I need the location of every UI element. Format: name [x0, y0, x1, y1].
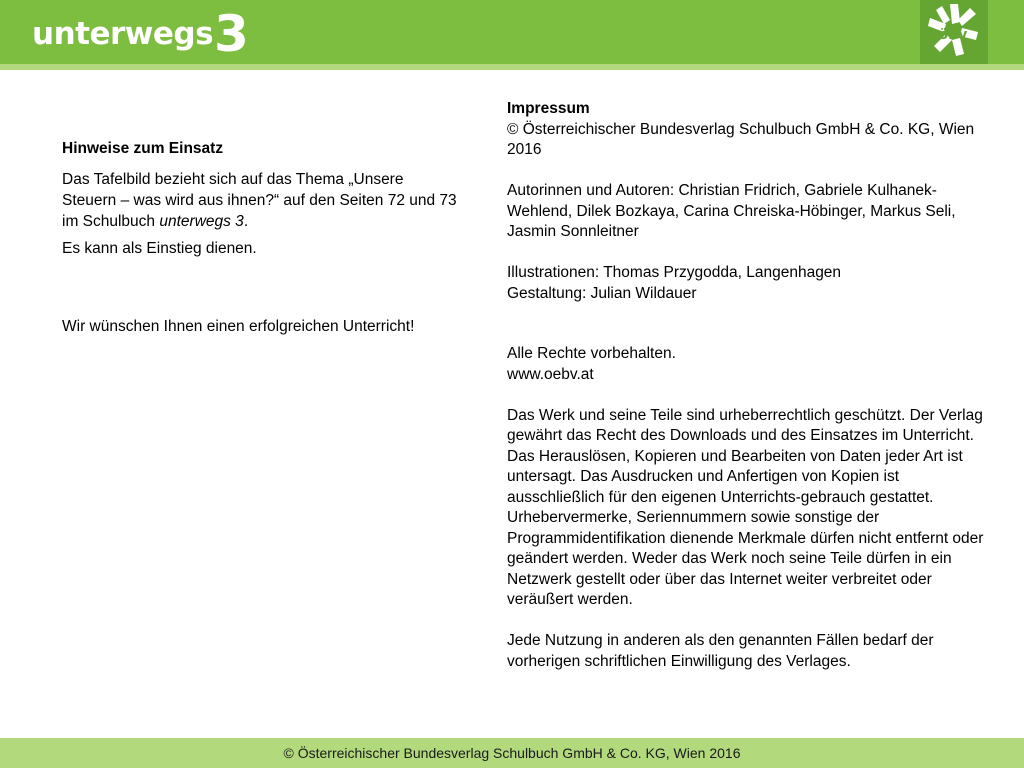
imprint-design: Gestaltung: Julian Wildauer [507, 284, 697, 302]
closing-wish: Wir wünschen Ihnen einen erfolgreichen Unterricht! [62, 318, 415, 335]
header-bar [0, 0, 1024, 64]
header-stripe [0, 64, 1024, 70]
imprint [507, 99, 997, 672]
usage-heading: Hinweise zum Einsatz [62, 140, 224, 157]
usage-paragraph-intro: Es kann als Einstieg dienen. [62, 240, 257, 257]
imprint-illustrations: Illustrationen: Thomas Przygodda, Langenhagen [507, 264, 842, 281]
topic-text: Das Tafelbild bezieht sich auf das Thema „Unsere Steuern – was wird aus ihnen?“ auf den Seiten 72 und 73 im Schulbuch [62, 171, 457, 230]
brand-title: unterwegs [32, 16, 214, 52]
footer-copyright: © Österreichischer Bundesverlag Schulbuch GmbH & Co. KG, Wien 2016 [283, 745, 741, 761]
usage-notes [62, 138, 462, 343]
oebv-logo [920, 0, 988, 64]
imprint-authors: Autorinnen und Autoren: Christian Fridrich, Gabriele Kulhanek-Wehlend, Dilek Bozkaya, Carina Chreiska-Höbinger, Markus Seli, Jasmin Sonnleitner [507, 182, 956, 240]
imprint-website[interactable]: www.oebv.at [507, 365, 594, 383]
logo-text: öbv [938, 27, 968, 43]
imprint-title: Impressum [507, 100, 590, 117]
volume-number: 3 [214, 5, 249, 63]
footer-bar [0, 738, 1024, 768]
topic-end: . [243, 213, 249, 230]
imprint-copyright: © Österreichischer Bundesverlag Schulbuch GmbH & Co. KG, Wien 2016 [507, 120, 975, 158]
oebv-star-icon [920, 0, 988, 64]
usage-paragraph-topic [62, 169, 462, 232]
imprint-rights: Alle Rechte vorbehalten. [507, 345, 676, 362]
book-title: unterwegs 3 [159, 213, 244, 230]
imprint-legal-notice: Das Werk und seine Teile sind urheberrechtlich geschützt. Der Verlag gewährt das Recht des Downloads und des Einsatzes im Unterricht. Das Herauslösen, Kopieren und Bearbeiten von Daten jeder Art ist untersagt. Das Ausdrucken und Anfertigen von Kopien ist ausschließlich für den eigenen Unterrichts-gebrauch gestattet. Urhebervermerke, Seriennummern sowie sonstige der Programmidentifikation dienende Merkmale dürfen nicht entfernt oder geändert werden. Weder das Werk noch seine Teile dürfen in ein Netzwerk gestellt oder über das Internet weiter verbreitet oder veräußert werden. [507, 406, 984, 608]
imprint-usage-notice: Jede Nutzung in anderen als den genannten Fällen bedarf der vorherigen schriftlichen Einwilligung des Verlages. [507, 632, 934, 670]
